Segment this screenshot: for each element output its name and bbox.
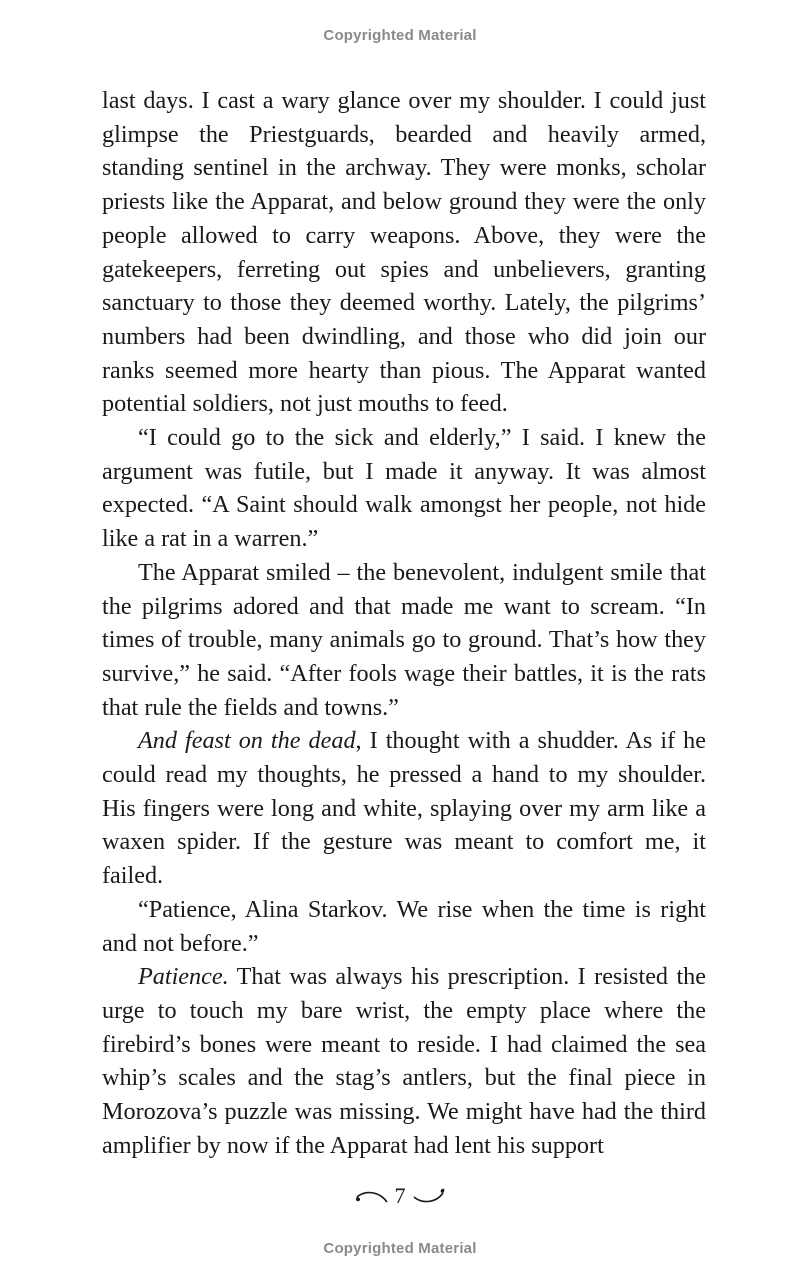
paragraph-1 (102, 84, 706, 421)
page-number: 7 (394, 1183, 406, 1208)
paragraph-4-italic-phrase: And feast on the dead (138, 727, 356, 755)
page-folio (0, 1183, 800, 1209)
paragraph-4-text: , I thought with a shudder. As if he could read my thoughts, he pressed a hand to my shoulder. His fingers were long and white, splaying over my arm like a waxen spider. If the gesture was meant to comfort me, it failed. (102, 727, 707, 890)
left-flourish-icon (353, 1187, 389, 1205)
paragraph-2 (102, 421, 706, 556)
body-text (102, 84, 706, 1163)
paragraph-2-text: “I could go to the sick and elderly,” I said. I knew the argument was futile, but I made it anyway. It was almost expected. “A Saint should walk amongst her people, not hide like a rat in a warren.” (102, 424, 706, 553)
paragraph-1-text: last days. I cast a wary glance over my shoulder. I could just glimpse the Priestguards, bearded and heavily armed, standing sentinel in the archway. They were monks, scholar priests like the Apparat, and below ground they were the only people allowed to carry weapons. Above, they were the gatekeepers, ferreting out spies and unbelievers, granting sanctuary to those they deemed worthy. Lately, the pilgrims’ numbers had been dwindling, and those who did join our ranks seemed more hearty than pious. The Apparat wanted potential soldiers, not just mouths to feed. (102, 87, 706, 418)
paragraph-6 (102, 960, 706, 1162)
paragraph-5-text: “Patience, Alina Starkov. We rise when the time is right and not before.” (102, 895, 706, 957)
right-flourish-icon (412, 1187, 448, 1205)
copyright-watermark-bottom: Copyrighted Material (323, 1240, 477, 1257)
paragraph-6-italic-word: Patience. (138, 963, 229, 991)
paragraph-4 (102, 724, 706, 893)
copyright-watermark-top: Copyrighted Material (323, 27, 477, 44)
paragraph-6-text: That was always his prescription. I resisted the urge to touch my bare wrist, the empty place where the firebird’s bones were meant to reside. I had claimed the sea whip’s scales and the stag’s antlers, but the final piece in Morozova’s puzzle was missing. We might have had the third amplifier by now if the Apparat had lent his support (102, 963, 706, 1159)
paragraph-5 (102, 893, 706, 960)
paragraph-3 (102, 556, 706, 725)
paragraph-3-text: The Apparat smiled – the benevolent, indulgent smile that the pilgrims adored and that made me want to scream. “In times of trouble, many animals go to ground. That’s how they survive,” he said. “After fools wage their battles, it is the rats that rule the fields and towns.” (102, 558, 706, 721)
